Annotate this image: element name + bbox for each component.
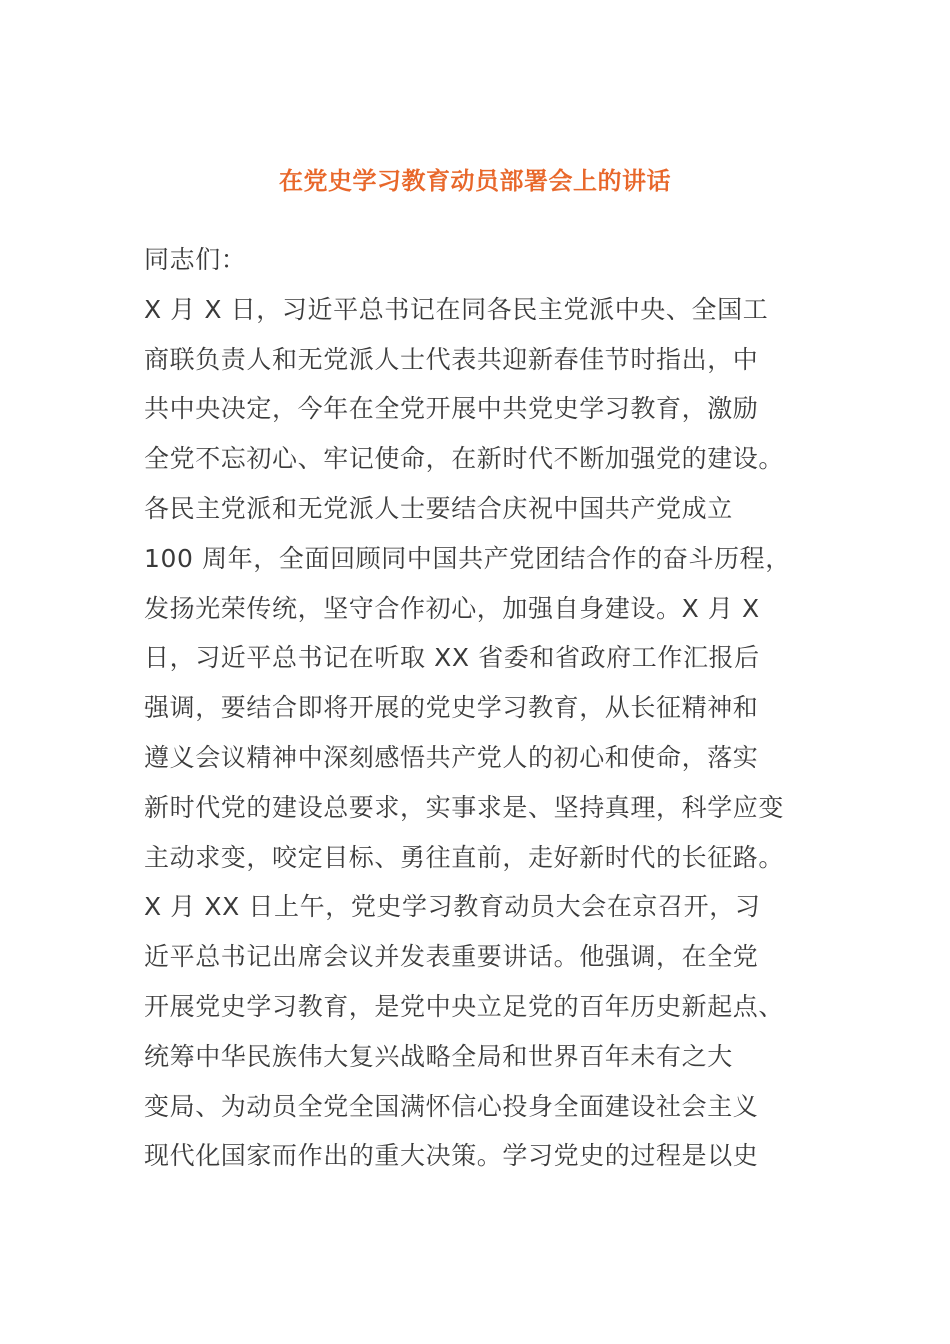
- body-line: 统筹中华民族伟大复兴战略全局和世界百年未有之大: [144, 1041, 733, 1071]
- document-body: [144, 240, 824, 1186]
- body-line: 新时代党的建设总要求，实事求是、坚持真理，科学应变: [144, 792, 785, 822]
- document-title: 在党史学习教育动员部署会上的讲话: [279, 167, 671, 195]
- body-line: 商联负责人和无党派人士代表共迎新春佳节时指出，中: [144, 344, 759, 374]
- body-line: 遵义会议精神中深刻感悟共产党人的初心和使命，落实: [144, 742, 759, 772]
- body-line: 日，习近平总书记在听取 XX 省委和省政府工作汇报后: [144, 643, 760, 673]
- body-line: 现代化国家而作出的重大决策。学习党史的过程是以史: [144, 1141, 759, 1171]
- body-line: 变局、为动员全党全国满怀信心投身全面建设社会主义: [144, 1091, 759, 1121]
- body-line: 各民主党派和无党派人士要结合庆祝中国共产党成立: [144, 493, 733, 523]
- body-line: 近平总书记出席会议并发表重要讲话。他强调，在全党: [144, 942, 759, 972]
- body-line: 100 周年，全面回顾同中国共产党团结合作的奋斗历程，: [144, 543, 791, 573]
- body-line: 全党不忘初心、牢记使命，在新时代不断加强党的建设。: [144, 444, 785, 474]
- body-line: 发扬光荣传统，坚守合作初心，加强自身建设。X 月 X: [144, 593, 760, 623]
- body-line: 主动求变，咬定目标、勇往直前，走好新时代的长征路。: [144, 842, 785, 872]
- body-line: 开展党史学习教育，是党中央立足党的百年历史新起点、: [144, 991, 785, 1021]
- body-line: X 月 X 日，习近平总书记在同各民主党派中央、全国工: [144, 294, 769, 324]
- body-line: X 月 XX 日上午，党史学习教育动员大会在京召开，习: [144, 892, 761, 922]
- body-line: 共中央决定，今年在全党开展中共党史学习教育，激励: [144, 394, 759, 424]
- body-line: 强调，要结合即将开展的党史学习教育，从长征精神和: [144, 693, 759, 723]
- salutation-line: 同志们：: [144, 245, 247, 274]
